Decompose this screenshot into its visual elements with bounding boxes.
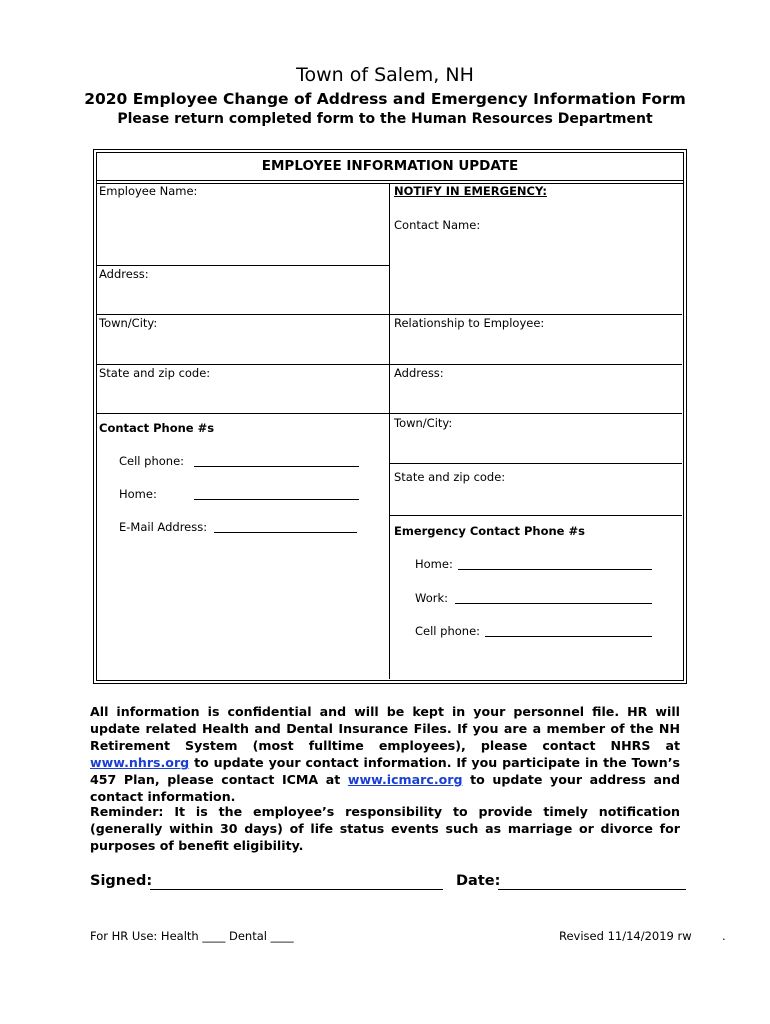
- signed-label: Signed:: [90, 873, 153, 889]
- rule-both-3: [96, 413, 682, 414]
- contact-town-field[interactable]: Town/City:: [394, 416, 453, 430]
- date-label: Date:: [456, 873, 501, 889]
- notice-text-3: to update your address and contact information.: [90, 772, 680, 804]
- cell-phone-label: Cell phone:: [119, 454, 185, 468]
- notice-text-2: to update your contact information. If you participate in the Town’s 457 Plan, please contact ICMA at: [90, 755, 680, 787]
- employee-name-field[interactable]: Employee Name:: [99, 184, 198, 198]
- page-title: Town of Salem, NH: [296, 64, 474, 86]
- rule-right-2: [389, 515, 682, 516]
- confidentiality-notice: [90, 703, 680, 805]
- emergency-home-label: Home:: [415, 557, 453, 571]
- contact-name-field[interactable]: Contact Name:: [394, 218, 481, 232]
- contact-state-zip-field[interactable]: State and zip code:: [394, 470, 506, 484]
- emergency-work-label: Work:: [415, 591, 448, 605]
- relationship-field[interactable]: Relationship to Employee:: [394, 316, 545, 330]
- signature-blank[interactable]: [150, 889, 443, 890]
- email-blank[interactable]: [214, 532, 357, 533]
- form-subtitle: 2020 Employee Change of Address and Emergency Information Form: [84, 90, 686, 108]
- reminder-notice: Reminder: It is the employee’s responsibility to provide timely notification (generally within 30 days) of life status events such as marriage or divorce for purposes of benefit eligibility.: [90, 804, 680, 853]
- section-divider: [96, 180, 684, 181]
- rule-both-2: [96, 364, 682, 365]
- notify-emergency-heading: NOTIFY IN EMERGENCY:: [394, 184, 547, 198]
- emergency-work-blank[interactable]: [455, 603, 652, 604]
- icma-link[interactable]: www.icmarc.org: [347, 772, 463, 787]
- column-divider: [389, 183, 390, 679]
- nhrs-link[interactable]: www.nhrs.org: [90, 755, 190, 770]
- emergency-home-blank[interactable]: [458, 569, 652, 570]
- trailing-dot: .: [722, 929, 726, 943]
- date-blank[interactable]: [498, 889, 686, 890]
- emergency-cell-label: Cell phone:: [415, 624, 481, 638]
- revision-note: Revised 11/14/2019 rw: [559, 929, 692, 943]
- form-instruction: Please return completed form to the Human Resources Department: [117, 111, 653, 127]
- email-label: E-Mail Address:: [119, 520, 208, 534]
- home-phone-label: Home:: [119, 487, 157, 501]
- hr-use-line: For HR Use: Health ____ Dental ____: [90, 929, 294, 943]
- section-title: EMPLOYEE INFORMATION UPDATE: [261, 158, 519, 174]
- employee-state-zip-field[interactable]: State and zip code:: [99, 366, 211, 380]
- contact-address-field[interactable]: Address:: [394, 366, 444, 380]
- emergency-cell-blank[interactable]: [485, 636, 652, 637]
- notice-text-1: All information is confidential and will be kept in your personnel file. HR will update related Health and Dental Insurance Files. If you are a member of the NH Retirement System (most fulltime employees), please contact NHRS at: [90, 704, 680, 753]
- emergency-phone-heading: Emergency Contact Phone #s: [394, 524, 585, 538]
- employee-town-field[interactable]: Town/City:: [99, 316, 158, 330]
- home-phone-blank[interactable]: [194, 499, 359, 500]
- rule-right-1: [389, 463, 682, 464]
- rule-both-1: [96, 314, 682, 315]
- form-inner-border: [96, 152, 684, 681]
- rule-left-1: [96, 265, 389, 266]
- cell-phone-blank[interactable]: [194, 466, 359, 467]
- employee-address-field[interactable]: Address:: [99, 267, 149, 281]
- contact-phone-heading: Contact Phone #s: [99, 421, 215, 435]
